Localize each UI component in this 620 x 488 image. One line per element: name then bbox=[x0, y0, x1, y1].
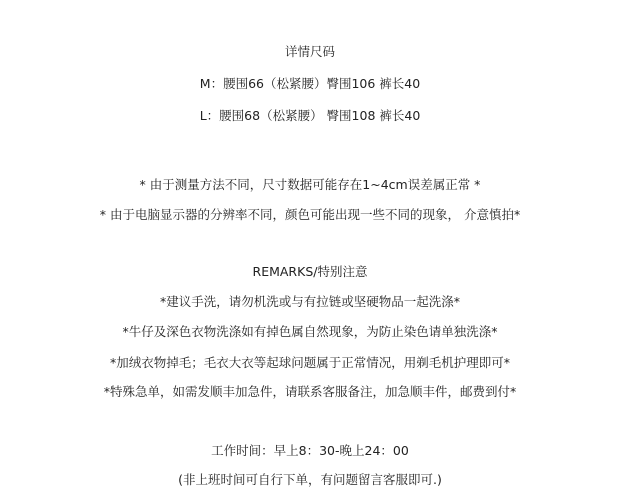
remark-item-wash: *建议手洗，请勿机洗或与有拉链或坚硬物品一起洗涤* bbox=[159, 294, 460, 309]
size-heading: 详情尺码 bbox=[284, 44, 335, 59]
note-color: * 由于电脑显示器的分辨率不同，颜色可能出现一些不同的现象， 介意慎拍* bbox=[99, 207, 521, 222]
remark-item-urgent: *特殊急单，如需发顺丰加急件，请联系客服备注，加急顺丰件，邮费到付* bbox=[103, 384, 517, 399]
remark-item-fade: *牛仔及深色衣物洗涤如有掉色属自然现象，为防止染色请单独洗涤* bbox=[122, 324, 498, 339]
size-l-line: L：腰围68（松紧腰） 臀围108 裤长40 bbox=[199, 108, 421, 123]
note-measurement: * 由于测量方法不同，尺寸数据可能存在1~4cm误差属正常 * bbox=[139, 177, 481, 192]
working-hours: 工作时间：早上8：30-晚上24：00 bbox=[211, 443, 409, 458]
size-m-line: M：腰围66（松紧腰）臀围106 裤长40 bbox=[199, 76, 421, 91]
service-note: (非上班时间可自行下单，有问题留言客服即可.) bbox=[178, 472, 442, 487]
remarks-heading: REMARKS/特别注意 bbox=[252, 264, 368, 279]
remark-item-pilling: *加绒衣物掉毛；毛衣大衣等起球问题属于正常情况，用剃毛机护理即可* bbox=[109, 355, 510, 370]
